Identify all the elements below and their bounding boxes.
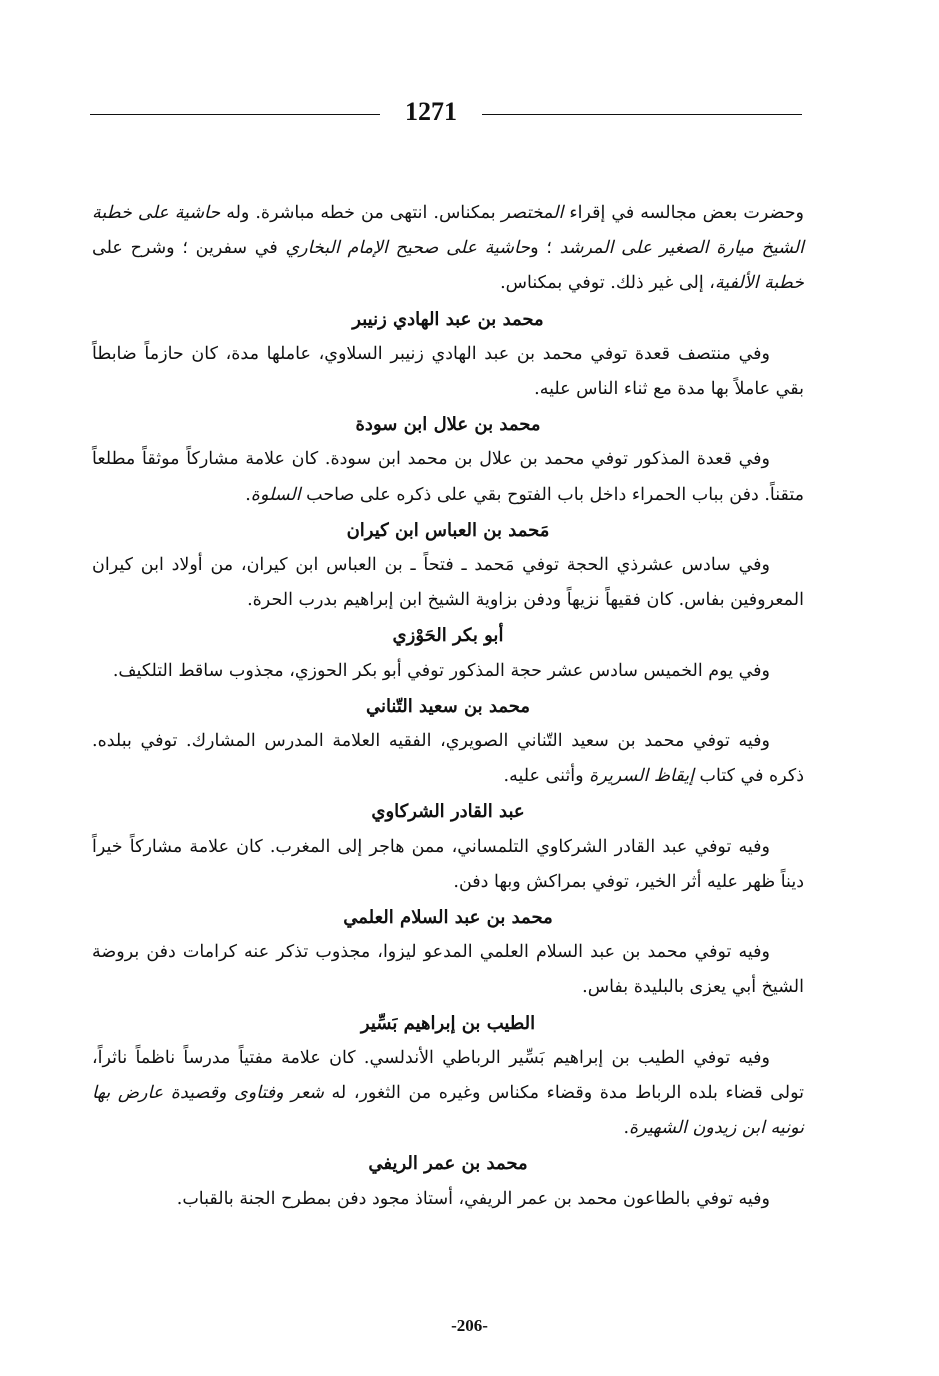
book-title: إيقاظ السريرة (589, 766, 694, 787)
intro-paragraph: وحضرت بعض مجالسه في إقراء المختصر بمكناس. انتهى من خطه مباشرة. وله حاشية على خطبة الشيخ ميارة الصغير على المرشد ؛ وحاشية على صحيح الإمام البخاري في سفرين ؛ وشرح على خطبة الألفية، إلى غير ذلك. توفي بمكناس. (92, 203, 804, 294)
entry-heading: محمد بن سعيد التّناني (365, 695, 531, 717)
entry-paragraph: وفيه توفي محمد بن عبد السلام العلمي المدعو ليزوا، مجذوب تذكر عنه كرامات دفن بروضة الشيخ أبي يعزى بالبليدة بفاس. (92, 942, 804, 998)
book-title: المختصر (501, 203, 564, 223)
entry-heading: مَحمد بن العباس ابن كيران (346, 519, 550, 541)
page-header (90, 92, 802, 132)
book-title: شعر وفتاوى وقصيدة عارض بها نونيه ابن زيدون الشهيرة (92, 1083, 804, 1139)
book-title: حاشية على صحيح الإمام البخاري (285, 238, 531, 259)
page-footer-number: -206- (451, 1316, 488, 1335)
entry-heading: الطيب بن إبراهيم بَسِّير (360, 1012, 536, 1034)
entry-paragraph: وفي قعدة المذكور توفي محمد بن علال بن محمد ابن سودة. كان علامة مشاركاً موثقاً مطلعاً متقناً. دفن بباب الحمراء داخل باب الفتوح بقي على ذكره على صاحب السلوة. (92, 449, 804, 505)
entry-heading: محمد بن عبد الهادي زنيبر (352, 308, 544, 330)
entry-paragraph: وفيه توفي عبد القادر الشركاوي التلمساني، ممن هاجر إلى المغرب. كان علامة مشاركاً خيراً ديناً ظهر عليه أثر الخير، توفي بمراكش وبها دفن. (92, 836, 804, 892)
page-number: 1271 (405, 97, 457, 126)
book-title: خطبة الألفية (714, 273, 804, 294)
entry-paragraph: وفي يوم الخميس سادس عشر حجة المذكور توفي أبو بكر الحوزي، مجذوب ساقط التلكيف. (112, 660, 770, 681)
entry-paragraph: وفيه توفي محمد بن سعيد التّناني الصويري، الفقيه العلامة المدرس المشارك. توفي ببلده. ذكره في كتاب إيقاظ السريرة وأثنى عليه. (92, 731, 804, 787)
entry-paragraph: وفيه توفي بالطاعون محمد بن عمر الريفي، أستاذ مجود دفن بمطرح الجنة بالقباب. (176, 1188, 770, 1209)
entry-heading: عبد القادر الشركاوي (371, 801, 525, 823)
entry-paragraph: وفي سادس عشرذي الحجة توفي مَحمد ـ فتحاً ـ بن العباس ابن كيران، من أولاد ابن كيران المعروفين بفاس. كان فقيهاً نزيهاً ودفن بزاوية الشيخ ابن إبراهيم بدرب الحرة. (92, 555, 804, 611)
book-title: حاشية على خطبة الشيخ ميارة الصغير على المرشد (92, 203, 804, 259)
page-body (92, 196, 804, 1217)
entry-heading: محمد بن عبد السلام العلمي (343, 907, 553, 929)
header-rule-left (90, 114, 380, 115)
entry-heading: محمد بن عمر الريفي (368, 1153, 528, 1175)
entry-paragraph: وفي منتصف قعدة توفي محمد بن عبد الهادي زنيبر السلاوي، عاملها مدة، كان حازماً ضابطاً بقي عاملاً بها مدة مع ثناء الناس عليه. (92, 343, 804, 400)
entry-heading: محمد بن علال ابن سودة (355, 414, 541, 436)
entry-paragraph: وفيه توفي الطيب بن إبراهيم بَسِّير الرباطي الأندلسي. كان علامة مفتياً مدرساً ناظماً ناثراً، تولى قضاء بلده الرباط مدة وقضاء مكناس وغيره من الثغور، له شعر وفتاوى وقصيدة عارض بها نونيه ابن زيدون الشهيرة. (92, 1047, 804, 1139)
entry-heading: أبو بكر الحَوْزي (392, 625, 504, 647)
book-title: السلوة (250, 484, 301, 505)
header-rule-right (482, 114, 802, 115)
